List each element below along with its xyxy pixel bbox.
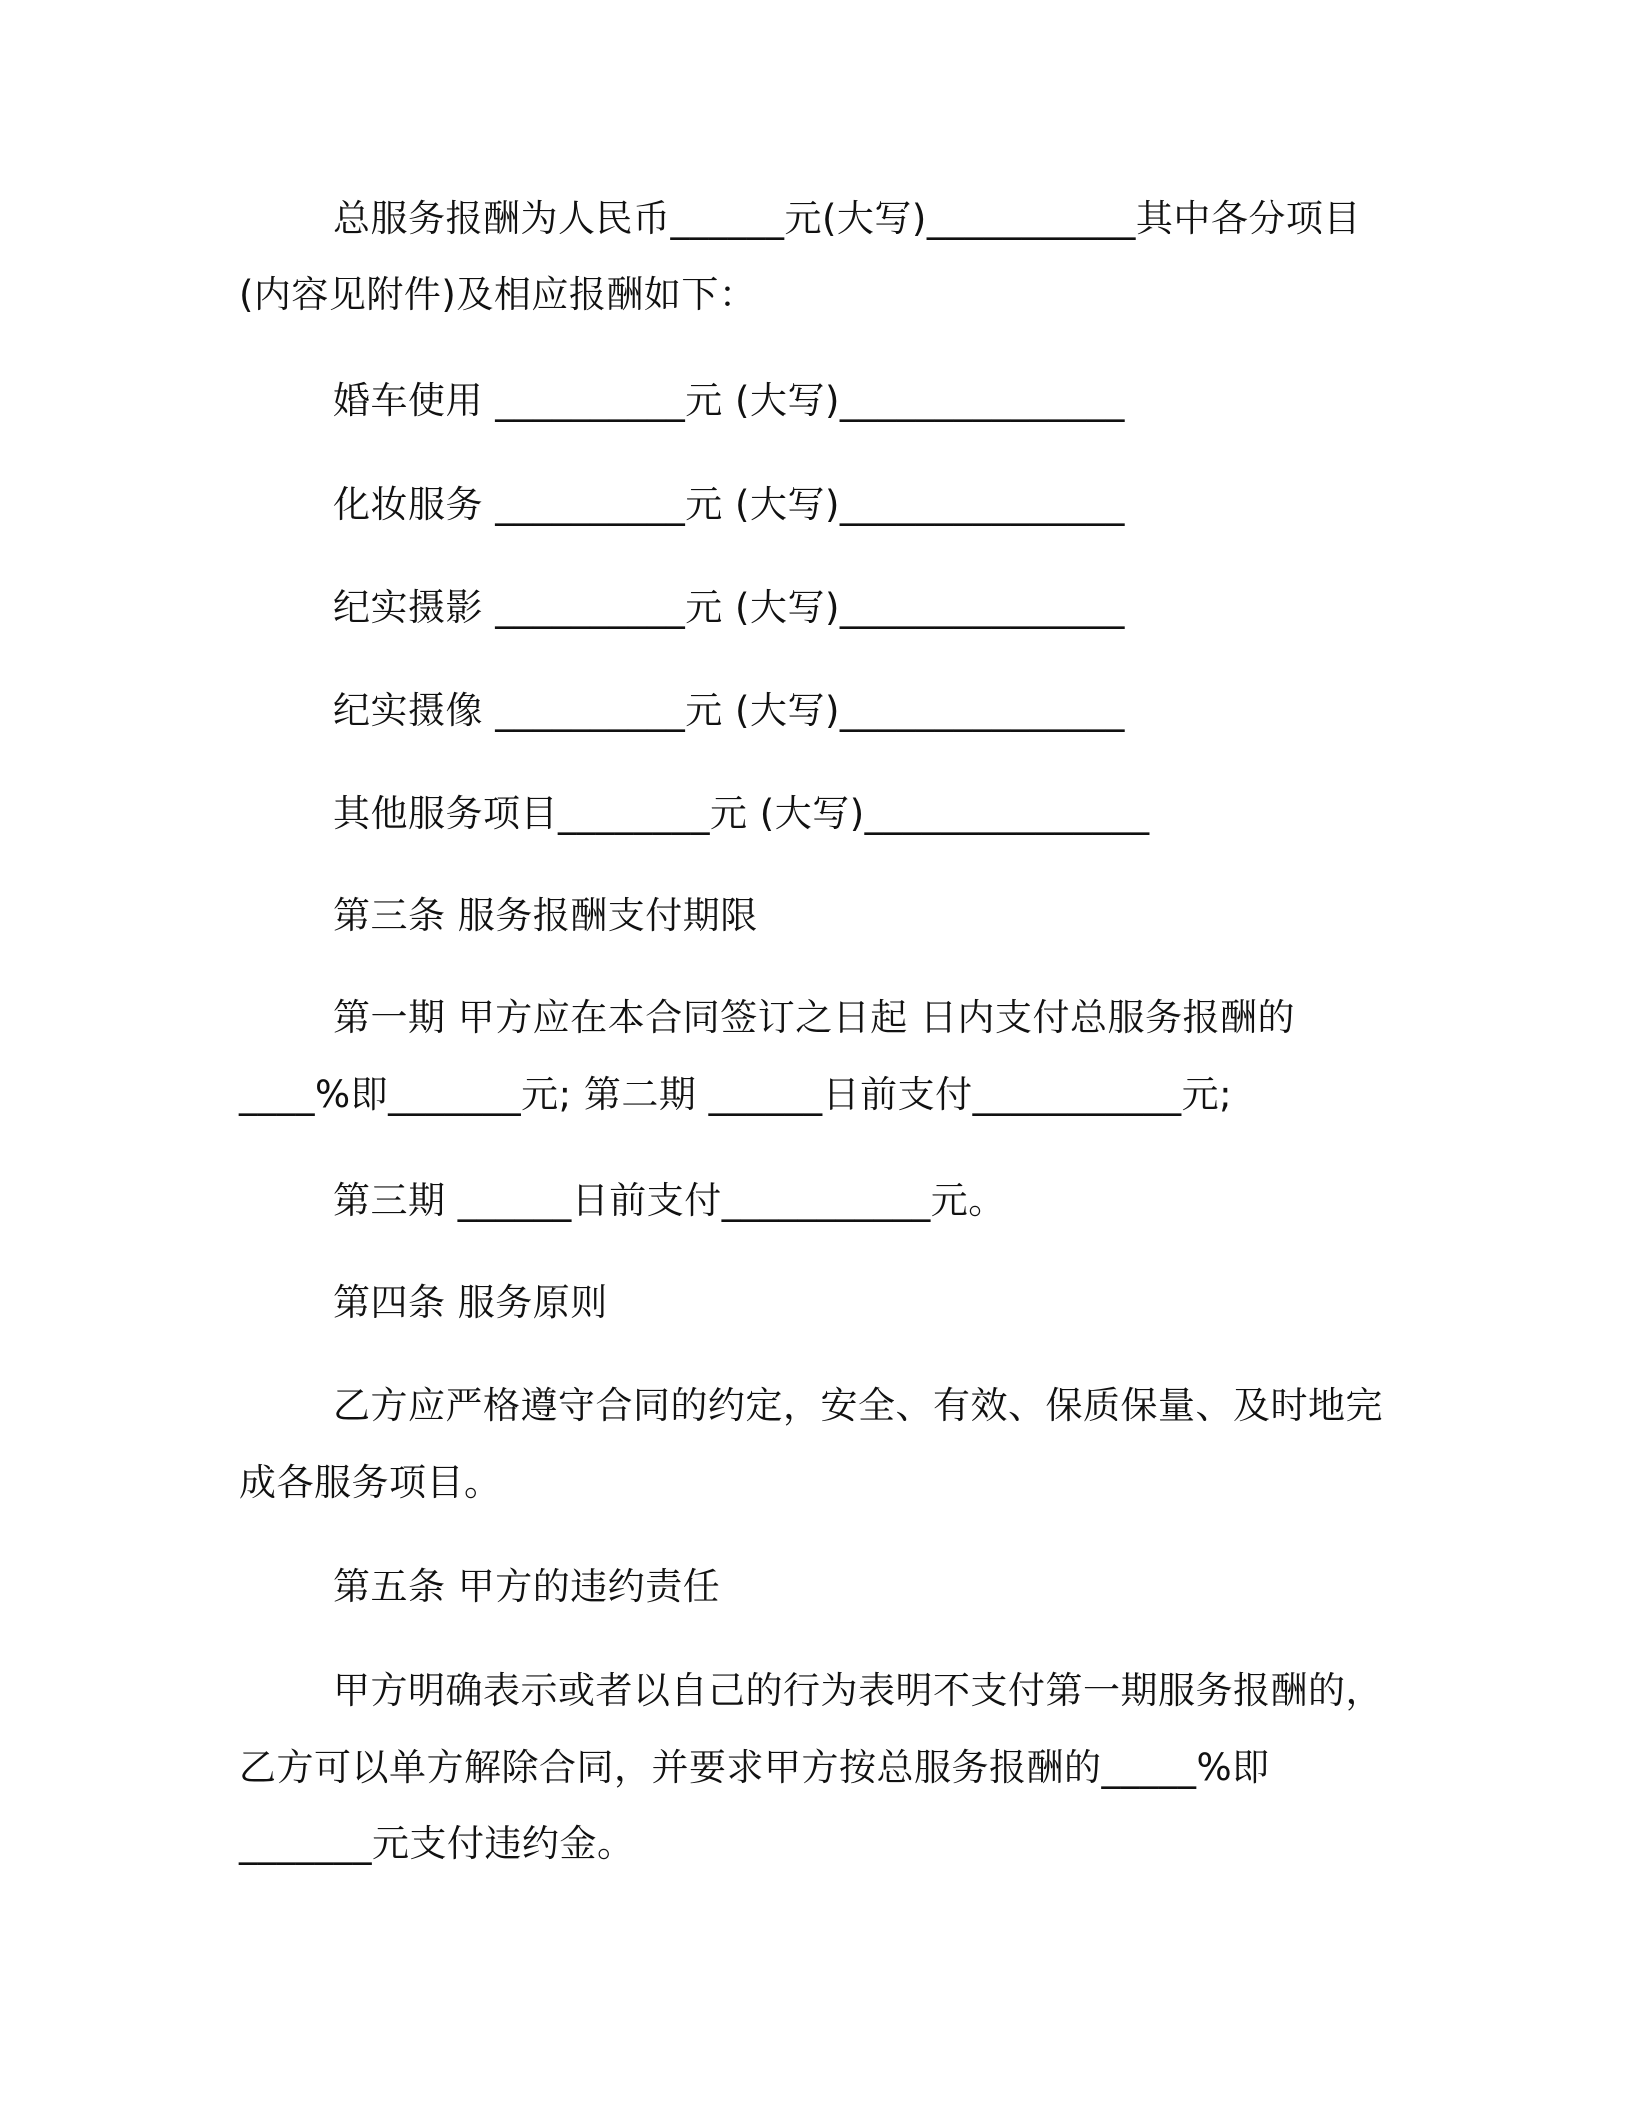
breach-liability-line-2: 乙方可以单方解除合同，并要求甲方按总服务报酬的_____%即 bbox=[239, 1746, 1270, 1789]
service-principle-line-2: 成各服务项目。 bbox=[239, 1461, 502, 1504]
paragraph-total-fee-line-1: 总服务报酬为人民币______元(大写)___________其中各分项目 bbox=[333, 197, 1361, 240]
fee-item-makeup: 化妆服务 __________元 (大写)_______________ bbox=[333, 483, 1125, 526]
article-4-heading: 第四条 服务原则 bbox=[333, 1281, 608, 1324]
service-principle-line-1: 乙方应严格遵守合同的约定，安全、有效、保质保量、及时地完 bbox=[333, 1384, 1383, 1427]
payment-term-line-1: 第一期 甲方应在本合同签订之日起 日内支付总服务报酬的 bbox=[333, 996, 1296, 1039]
payment-term-line-3: 第三期 ______日前支付___________元。 bbox=[333, 1179, 1006, 1222]
article-5-heading: 第五条 甲方的违约责任 bbox=[333, 1565, 721, 1608]
fee-item-wedding-car: 婚车使用 __________元 (大写)_______________ bbox=[333, 379, 1125, 422]
breach-liability-line-1: 甲方明确表示或者以自己的行为表明不支付第一期服务报酬的， bbox=[333, 1669, 1383, 1712]
breach-liability-line-3: _______元支付违约金。 bbox=[239, 1822, 635, 1865]
fee-item-other: 其他服务项目________元 (大写)_______________ bbox=[333, 792, 1150, 835]
article-3-heading: 第三条 服务报酬支付期限 bbox=[333, 894, 758, 937]
fee-item-videography: 纪实摄像 __________元 (大写)_______________ bbox=[333, 689, 1125, 732]
payment-term-line-2: ____%即_______元; 第二期 ______日前支付___________元; bbox=[239, 1073, 1233, 1116]
fee-item-photography: 纪实摄影 __________元 (大写)_______________ bbox=[333, 586, 1125, 629]
paragraph-total-fee-line-2: (内容见附件)及相应报酬如下： bbox=[239, 273, 757, 316]
